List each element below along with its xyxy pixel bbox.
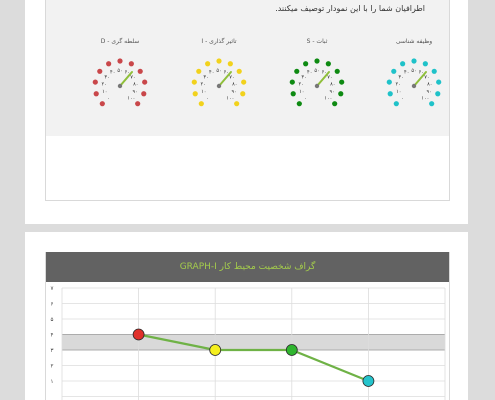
gauge-tick-label: ۱۰۰ — [127, 95, 136, 102]
gauge-dot — [240, 91, 245, 96]
gauge-tick-label: ۳۰ — [104, 74, 110, 81]
gauge-tick-label: ۷۰ — [327, 74, 333, 81]
y-tick-label: ۶ — [50, 301, 54, 308]
gauge-hub — [118, 84, 122, 88]
gauge-tick-label: ۵۰ — [314, 68, 320, 74]
gauge-hub — [217, 84, 221, 88]
gauge-tick-label: ۰ — [107, 95, 111, 102]
gauge-dot — [93, 79, 98, 84]
gauge-dot — [436, 79, 441, 84]
gauge-s — [287, 48, 347, 126]
y-tick-label: ۷ — [50, 286, 54, 292]
gauge-tick-label: ۸۰ — [133, 81, 139, 88]
intro-text: اطرافیان شما را با این نمودار توصیف میکنند. — [275, 4, 425, 13]
gauge-hub — [315, 84, 319, 88]
gauge-dot — [294, 69, 299, 74]
y-tick-label: ۱ — [50, 379, 54, 385]
gauge-dot — [400, 61, 405, 66]
y-tick-label: ۲ — [50, 363, 54, 370]
gauge-dot — [216, 58, 221, 63]
gauge-dot — [100, 101, 105, 106]
gauge-tick-label: ۹۰ — [426, 88, 432, 95]
gauge-tick-label: ۴۰ — [404, 69, 410, 76]
gauge-dot — [138, 69, 143, 74]
y-tick-label: ۳ — [50, 348, 54, 354]
gauge-tick-label: ۰ — [401, 95, 405, 102]
y-tick-label: ۵ — [50, 317, 54, 323]
gauge-c — [384, 48, 444, 126]
gauge-dot — [332, 101, 337, 106]
gauge-tick-label: ۱۰ — [102, 88, 108, 95]
gauge-tick-label: ۳۰ — [398, 74, 404, 81]
chart-title: گراف شخصیت محیط کار GRAPH-I — [179, 262, 316, 272]
gauge-tick-label: ۵۰ — [216, 68, 222, 74]
gauge-tick-label: ۴۰ — [110, 69, 116, 76]
gauge-dot — [196, 69, 201, 74]
gauge-tick-label: ۹۰ — [132, 88, 138, 95]
gauge-dot — [391, 69, 396, 74]
gauge-tick-label: ۶۰ — [321, 69, 327, 76]
gauge-tick-label: ۴۰ — [307, 69, 313, 76]
gauge-dot — [303, 61, 308, 66]
gauge-dot — [314, 58, 319, 63]
gauge-tick-label: ۵۰ — [411, 68, 417, 74]
gauge-tick-label: ۶۰ — [223, 69, 229, 76]
graph-panel — [45, 252, 450, 400]
gauge-tick-label: ۲۰ — [101, 81, 107, 88]
data-point-s — [286, 345, 297, 356]
gauge-tick-label: ۰ — [206, 95, 210, 102]
data-point-i — [210, 345, 221, 356]
gauge-dot — [432, 69, 437, 74]
gauge-dot — [388, 91, 393, 96]
gauge-dot — [291, 91, 296, 96]
gauge-tick-label: ۷۰ — [130, 74, 136, 81]
gauge-dot — [117, 58, 122, 63]
gauge-tick-label: ۳۰ — [203, 74, 209, 81]
chart-header — [46, 252, 449, 282]
gauge-tick-label: ۱۰ — [299, 88, 305, 95]
gauge-dot — [429, 101, 434, 106]
gauge-tick-label: ۲۰ — [200, 81, 206, 88]
gauge-tick-label: ۱۰۰ — [226, 95, 235, 102]
gauge-dot — [193, 91, 198, 96]
gauge-dot — [435, 91, 440, 96]
gauge-tick-label: ۹۰ — [329, 88, 335, 95]
gauge-dot — [387, 79, 392, 84]
gauge-tick-label: ۸۰ — [232, 81, 238, 88]
gauge-tick-label: ۲۰ — [298, 81, 304, 88]
gauge-dot — [326, 61, 331, 66]
gauge-dot — [199, 101, 204, 106]
gauge-tick-label: ۸۰ — [427, 81, 433, 88]
gauge-dot — [129, 61, 134, 66]
gauge-dot — [423, 61, 428, 66]
gauge-dot — [192, 79, 197, 84]
gauge-dot — [297, 101, 302, 106]
gauge-dot — [135, 101, 140, 106]
gauge-tick-label: ۹۰ — [231, 88, 237, 95]
gauge-tick-label: ۱۰ — [396, 88, 402, 95]
gauge-tick-label: ۴۰ — [209, 69, 215, 76]
gauge-dot — [338, 91, 343, 96]
gauge-tick-label: ۱۰۰ — [324, 95, 333, 102]
gauge-tick-label: ۳۰ — [301, 74, 307, 81]
gauge-tick-label: ۱۰۰ — [421, 95, 430, 102]
gauge-dot — [290, 79, 295, 84]
highlight-band — [62, 335, 445, 351]
gauge-dot — [335, 69, 340, 74]
gauge-tick-label: ۰ — [304, 95, 308, 102]
gauge-tick-label: ۶۰ — [124, 69, 130, 76]
gauge-tick-label: ۱۰ — [201, 88, 207, 95]
gauge-tick-label: ۷۰ — [229, 74, 235, 81]
gauge-dot — [241, 79, 246, 84]
gauge-tick-label: ۷۰ — [424, 74, 430, 81]
gauges-panel — [45, 0, 450, 201]
gauge-dot — [97, 69, 102, 74]
gauge-dot — [106, 61, 111, 66]
gauge-dot — [237, 69, 242, 74]
gauge-dot — [411, 58, 416, 63]
gauge-dot — [339, 79, 344, 84]
data-point-c — [363, 376, 374, 387]
report-page-1 — [25, 0, 468, 224]
gauge-tick-label: ۲۰ — [395, 81, 401, 88]
gauge-dot — [142, 79, 147, 84]
gauge-title-s: ثبات - S — [306, 38, 328, 45]
gauge-dot — [228, 61, 233, 66]
report-page-2 — [25, 232, 468, 400]
y-tick-label: ۴ — [50, 332, 54, 339]
personality-line-chart — [46, 282, 449, 400]
gauge-dot — [94, 91, 99, 96]
gauge-dot — [141, 91, 146, 96]
gauge-d — [90, 48, 150, 126]
data-point-d — [133, 329, 144, 340]
gauge-tick-label: ۵۰ — [117, 68, 123, 74]
gauge-tick-label: ۸۰ — [330, 81, 336, 88]
gauge-tick-label: ۶۰ — [418, 69, 424, 76]
gauge-title-c: وظیفه شناسی — [395, 38, 433, 45]
gauge-dot — [205, 61, 210, 66]
gauge-dot — [234, 101, 239, 106]
gauge-i — [189, 48, 249, 126]
gauge-dot — [394, 101, 399, 106]
gauge-title-i: تاثیر گذاری - I — [201, 38, 237, 45]
gauge-hub — [412, 84, 416, 88]
gauge-title-d: سلطه گری - D — [100, 38, 140, 45]
